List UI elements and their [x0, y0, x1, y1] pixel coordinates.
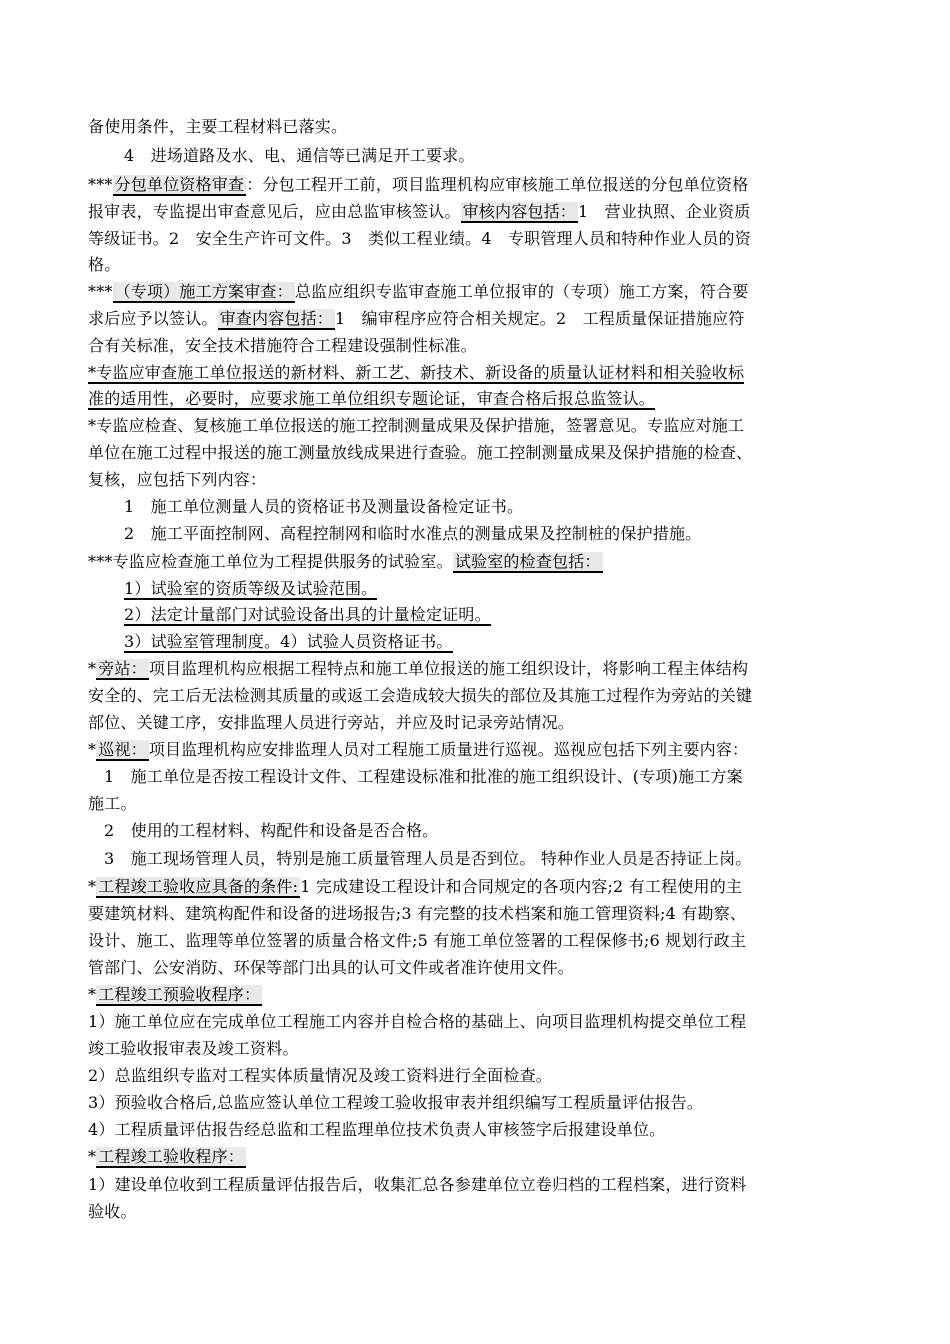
text-line: 2 施工平面控制网、高程控制网和临时水准点的测量成果及控制桩的保护措施。	[124, 524, 702, 543]
heading-highlight: 审查内容包括：	[219, 309, 334, 328]
text-line	[124, 629, 904, 655]
heading-highlight: 巡视：	[98, 740, 147, 759]
text-line: 备使用条件，主要工程材料已落实。	[88, 117, 348, 136]
text-line: * 工程竣工预验收程序：	[88, 985, 261, 1004]
text-line: *专监应检查、复核施工单位报送的施工控制测量成果及保护措施，签署意见。专监应对施工	[88, 416, 745, 435]
text-line: 验收。	[88, 1202, 137, 1221]
text-line: 要建筑材料、建筑构配件和设备的进场报告;3 有完整的技术档案和施工管理资料;4 有勘察、	[88, 904, 747, 923]
text-line: *** 分包单位资格审查 ：分包工程开工前，项目监理机构应审核施工单位报送的分包单位资格	[88, 175, 749, 194]
text-line: * 旁站： 项目监理机构应根据工程特点和施工单位报送的施工组织设计，将影响工程主体结构	[88, 659, 749, 678]
text-line	[124, 602, 904, 628]
heading-highlight: 工程竣工验收程序：	[98, 1147, 245, 1166]
underlined-text: 1）试验室的资质等级及试验范围。	[124, 579, 378, 598]
text-line: 3 施工现场管理人员，特别是施工质量管理人员是否到位。 特种作业人员是否持证上岗。	[104, 849, 752, 868]
text-line: * 工程竣工验收应具备的条件: 1 完成建设工程设计和合同规定的各项内容;2 有工程使用的主	[88, 877, 743, 896]
text-line: 1 施工单位测量人员的资格证书及测量设备检定证书。	[124, 497, 524, 516]
text-line: 1）建设单位收到工程质量评估报告后，收集汇总各参建单位立卷归档的工程档案，进行资料	[88, 1175, 747, 1194]
heading-highlight: （专项）施工方案审查：	[114, 282, 293, 301]
text-line: 单位在施工过程中报送的施工测量放线成果进行查验。施工控制测量成果及保护措施的检查、	[88, 443, 753, 462]
heading-highlight: 审核内容包括：	[462, 202, 577, 221]
text-line: 合有关标准，安全技术措施符合工程建设强制性标准。	[88, 336, 477, 355]
text-line: * 工程竣工验收程序：	[88, 1147, 245, 1166]
text-line: 等级证书。2 安全生产许可文件。3 类似工程业绩。4 专职管理人员和特种作业人员的资	[88, 229, 751, 248]
underlined-text: 准的适用性，必要时，应要求施工单位组织专题论证，审查合格后报总监签认。	[88, 389, 656, 408]
heading-highlight: 试验室的检查包括：	[454, 552, 601, 571]
text-line: 1 施工单位是否按工程设计文件、工程建设标准和批准的施工组织设计、(专项)施工方案	[104, 767, 743, 786]
text-line: 2 使用的工程材料、构配件和设备是否合格。	[104, 821, 439, 840]
heading-highlight: 旁站：	[98, 659, 147, 678]
text-line	[124, 576, 904, 602]
text-line: 2）总监组织专监对工程实体质量情况及竣工资料进行全面检查。	[88, 1066, 552, 1085]
text-line: 管部门、公安消防、环保等部门出具的认可文件或者准许使用文件。	[88, 958, 575, 977]
underlined-text: 2）法定计量部门对试验设备出具的计量检定证明。	[124, 605, 491, 624]
heading-highlight: 工程竣工预验收程序：	[98, 985, 261, 1004]
underlined-text: *专监应审查施工单位报送的新材料、新工艺、新技术、新设备的质量认证材料和相关验收标	[88, 363, 745, 382]
text-line: 施工。	[88, 794, 137, 813]
text-line: 3）预验收合格后,总监应签认单位工程竣工验收报审表并组织编写工程质量评估报告。	[88, 1093, 704, 1112]
heading-highlight: 工程竣工验收应具备的条件:	[98, 877, 299, 896]
text-line: 格。	[88, 255, 121, 274]
text-line: 竣工验收报审表及竣工资料。	[88, 1039, 299, 1058]
text-line: 安全的、完工后无法检测其质量的或返工会造成较大损失的部位及其施工过程作为旁站的关键	[88, 686, 753, 705]
text-line: 复核，应包括下列内容：	[88, 470, 267, 489]
text-line	[88, 360, 868, 386]
text-line: 报审表，专监提出审查意见后，应由总监审核签认。 审核内容包括： 1 营业执照、企业资质	[88, 202, 751, 221]
text-line: *** （专项）施工方案审查： 总监应组织专监审查施工单位报审的（专项）施工方案，符合要	[88, 282, 749, 301]
underlined-text: 3）试验室管理制度。4）试验人员资格证书。	[124, 632, 453, 651]
heading-highlight: 分包单位资格审查	[114, 175, 245, 194]
text-line: 设计、施工、监理等单位签署的质量合格文件;5 有施工单位签署的工程保修书;6 规划行政主	[88, 931, 747, 950]
text-line: * 巡视： 项目监理机构应安排监理人员对工程施工质量进行巡视。巡视应包括下列主要内容：	[88, 740, 749, 759]
text-line: 求后应予以签认。 审查内容包括： 1 编审程序应符合相关规定。2 工程质量保证措施应符	[88, 309, 745, 328]
text-line: 部位、关键工序，安排监理人员进行旁站，并应及时记录旁站情况。	[88, 713, 575, 732]
text-line: 4）工程质量评估报告经总监和工程监理单位技术负责人审核签字后报建设单位。	[88, 1120, 666, 1139]
text-line	[88, 386, 868, 412]
text-line: ***专监应检查施工单位为工程提供服务的试验室。 试验室的检查包括：	[88, 552, 601, 571]
text-line: 1）施工单位应在完成单位工程施工内容并自检合格的基础上、向项目监理机构提交单位工程	[88, 1012, 747, 1031]
text-line: 4 进场道路及水、电、通信等已满足开工要求。	[124, 146, 475, 165]
